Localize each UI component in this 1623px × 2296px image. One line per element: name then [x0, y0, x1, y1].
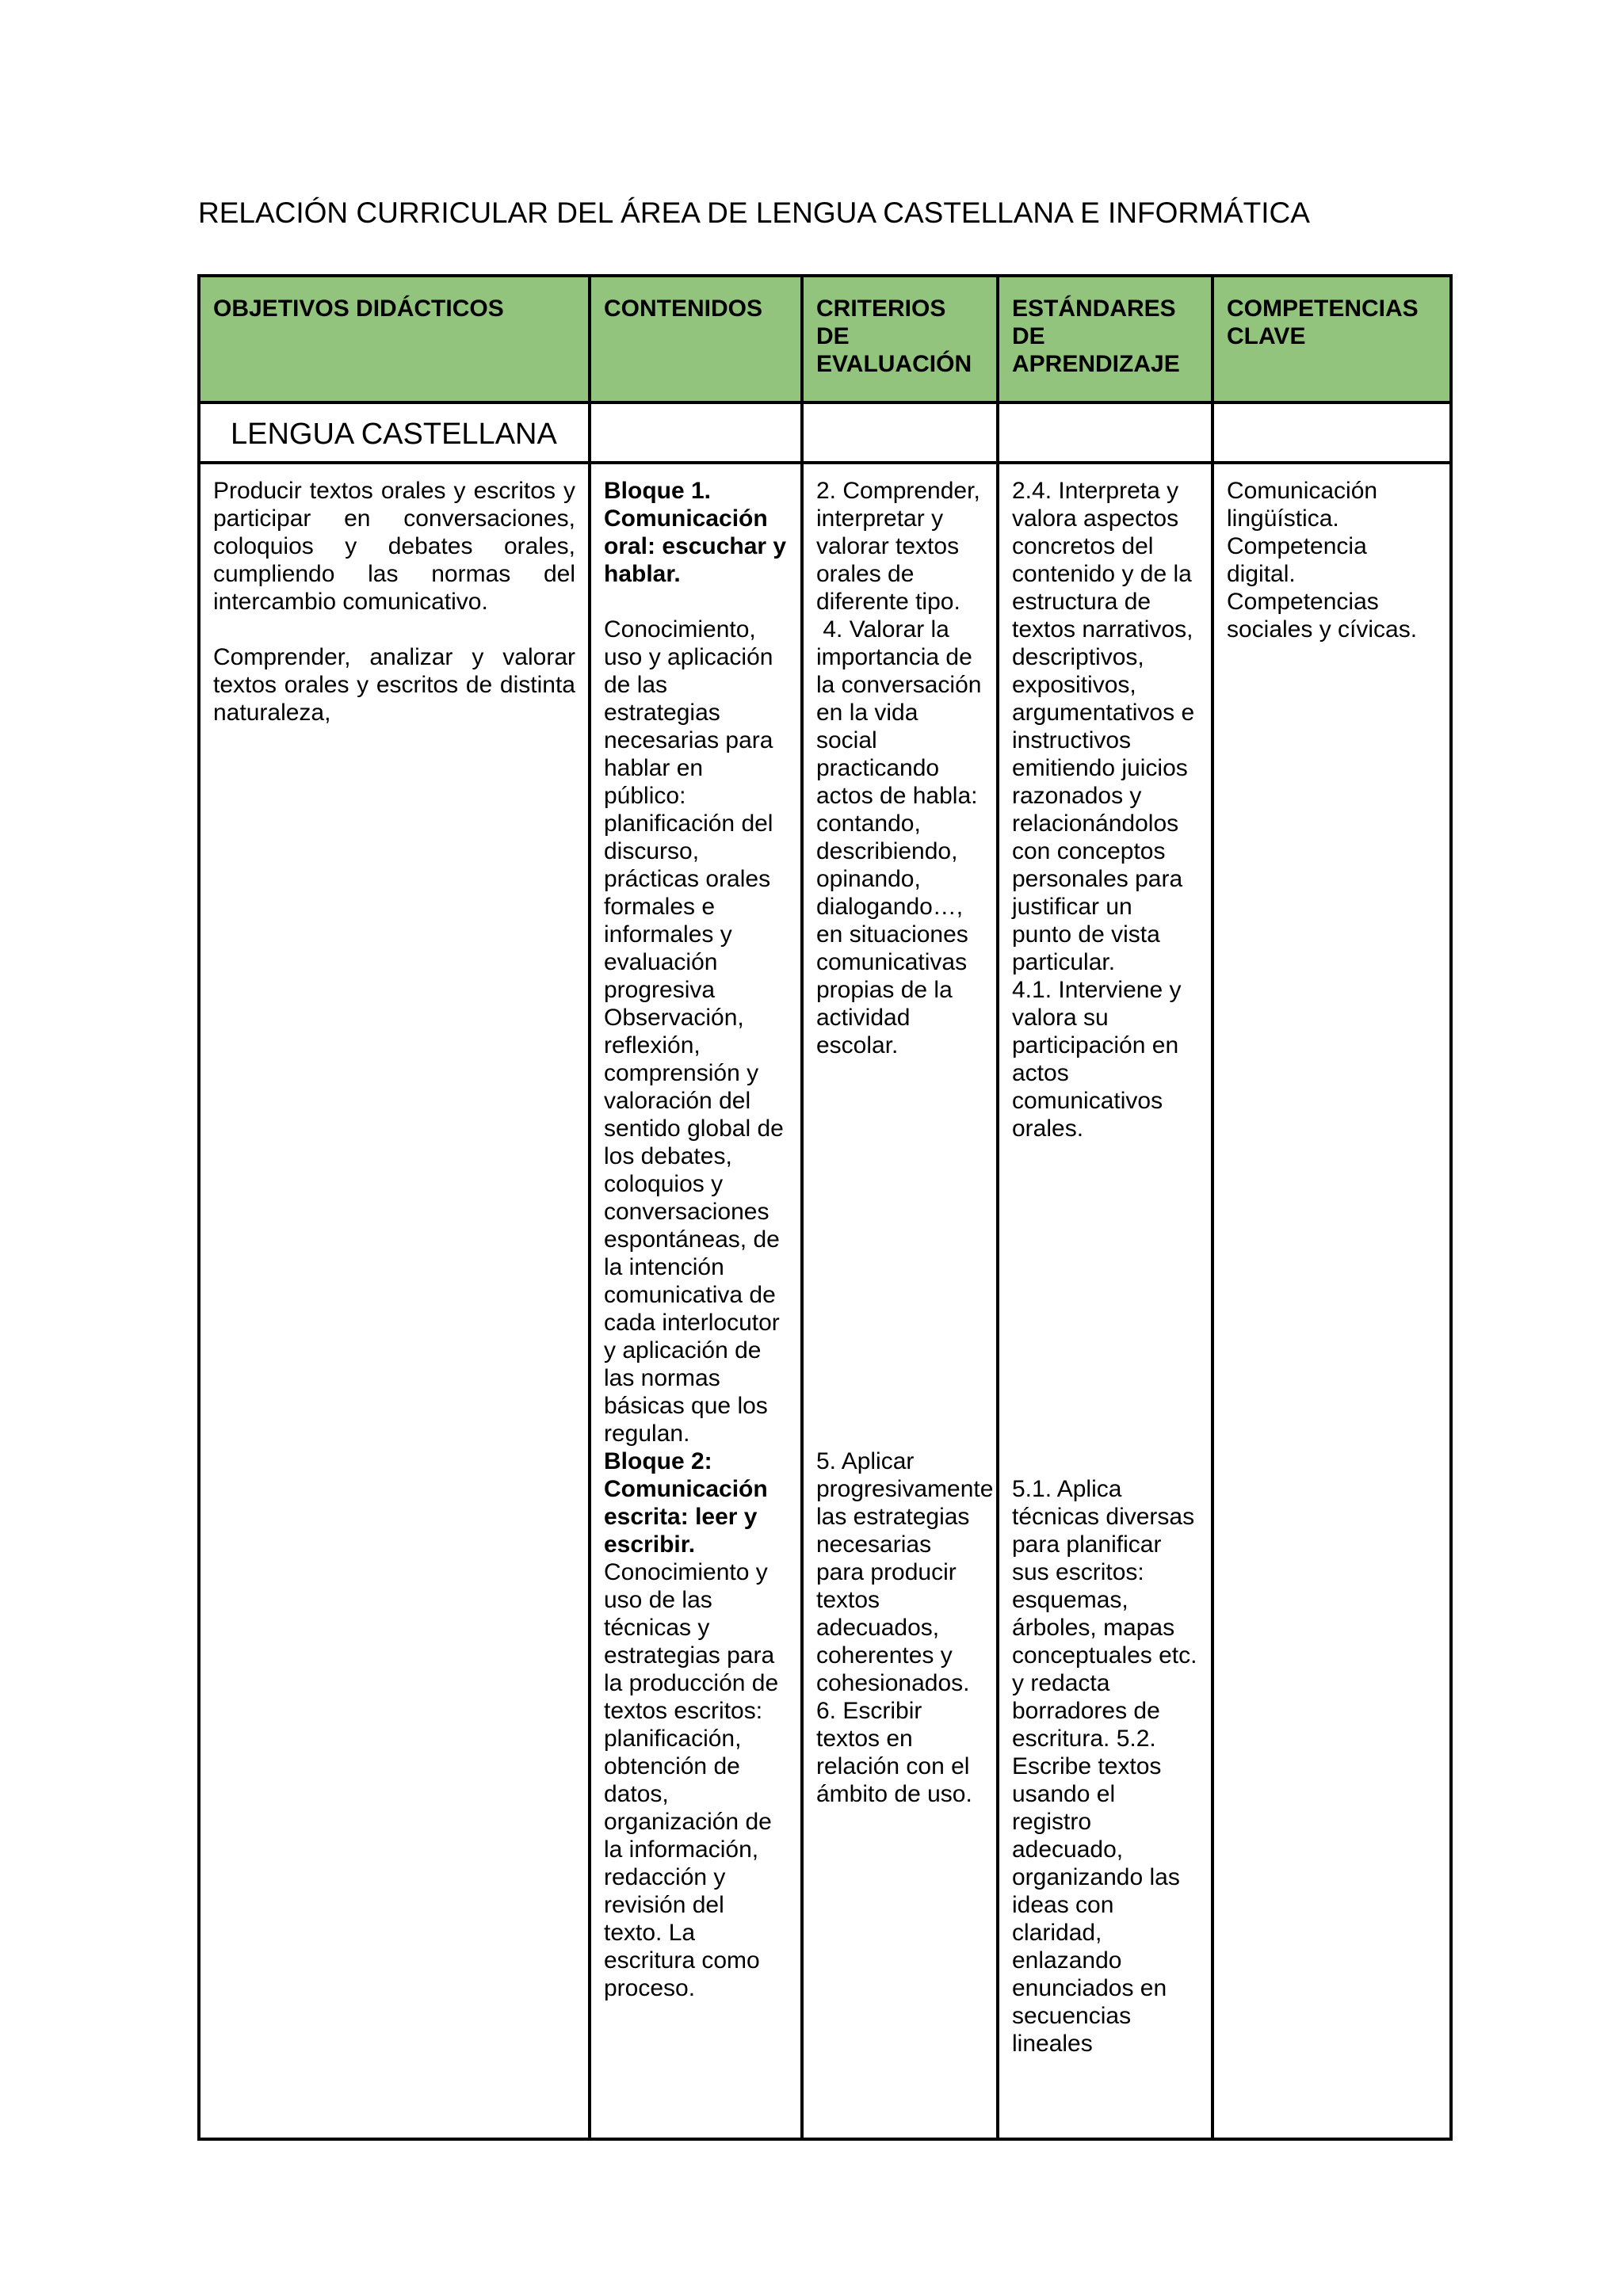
competencias-cell [1212, 463, 1451, 2139]
content-row [199, 463, 1451, 2139]
empty-cell [998, 402, 1212, 463]
criterio-2: 2. Comprender, interpretar y valorar textos orales de diferente tipo. [816, 478, 980, 615]
criterio-6: 6. Escribir textos en relación con el ámbito de uso. [816, 1698, 972, 1807]
bloque-2-title: Bloque 2: Comunicación escrita: leer y escribir. [604, 1448, 768, 1558]
estandares-cell [998, 463, 1212, 2139]
competencia-2: Competencia digital. [1227, 533, 1367, 587]
bloque-2-text: Conocimiento y uso de las técnicas y estrategias para la producción de textos escritos: planificación, obtención de datos, organización de la información, redacción y revisión del texto. La escritura como proceso. [604, 1559, 779, 2001]
criterios-cell [802, 463, 998, 2139]
bloque-1-text: Conocimiento, uso y aplicación de las estrategias necesarias para hablar en público: planificación del discurso, prácticas orales formales e informales y evaluación progresiva Observación, reflexión, comprensión y valoración del sentido global de los debates, coloquios y conversaciones espontáneas, de la intención comunicativa de cada interlocutor y aplicación de las normas básicas que los regulan. [604, 616, 784, 1447]
section-label: LENGUA CASTELLANA [231, 418, 557, 451]
estandar-2-4: 2.4. Interpreta y valora aspectos concretos del contenido y de la estructura de textos narrativos, descriptivos, expositivos, argumentativos e instructivos emitiendo juicios razonados y relacionándolos con conceptos personales para justificar un punto de vista particular. [1012, 478, 1195, 975]
criterio-4: 4. Valorar la importancia de la conversación en la vida social practicando actos de habla: contando, describiendo, opinando, dialogando…, en situaciones comunicativas propias de la actividad escolar. [816, 616, 988, 1058]
header-competencias: COMPETENCIAS CLAVE [1212, 276, 1451, 402]
bloque-1-title: Bloque 1. Comunicación oral: escuchar y hablar. [604, 478, 787, 587]
page-title: RELACIÓN CURRICULAR DEL ÁREA DE LENGUA CASTELLANA E INFORMÁTICA [198, 196, 1310, 229]
estandar-5-1: 5.1. Aplica técnicas diversas para planificar sus escritos: esquemas, árboles, mapas conceptuales etc. y redacta borradores de escritura. 5.2. Escribe textos usando el registro adecuado, organizando las ideas con claridad, enlazando enunciados en secuencias lineales [1012, 1476, 1197, 2057]
estandar-4-1: 4.1. Interviene y valora su participación en actos comunicativos orales. [1012, 977, 1182, 1142]
objetivos-cell [199, 463, 590, 2139]
empty-cell [590, 402, 802, 463]
header-row [199, 276, 1451, 402]
header-objetivos: OBJETIVOS DIDÁCTICOS [199, 276, 590, 402]
objetivo-2: Comprender, analizar y valorar textos orales y escritos de distinta naturaleza, [213, 644, 575, 726]
section-cell [199, 402, 590, 463]
criterio-5: 5. Aplicar progresivamente las estrategias necesarias para producir textos adecuados, coherentes y cohesionados. [816, 1448, 994, 1696]
competencia-3: Competencias sociales y cívicas. [1227, 589, 1418, 643]
empty-cell [802, 402, 998, 463]
curriculum-table [197, 274, 1453, 2141]
header-criterios: CRITERIOS DE EVALUACIÓN [802, 276, 998, 402]
objetivo-1: Producir textos orales y escritos y participar en conversaciones, coloquios y debates orales, cumpliendo las normas del intercambio comunicativo. [213, 478, 575, 615]
section-row [199, 402, 1451, 463]
empty-cell [1212, 402, 1451, 463]
contenidos-cell [590, 463, 802, 2139]
header-contenidos: CONTENIDOS [590, 276, 802, 402]
competencia-1: Comunicación lingüística. [1227, 478, 1378, 532]
header-estandares: ESTÁNDARES DE APRENDIZAJE [998, 276, 1212, 402]
